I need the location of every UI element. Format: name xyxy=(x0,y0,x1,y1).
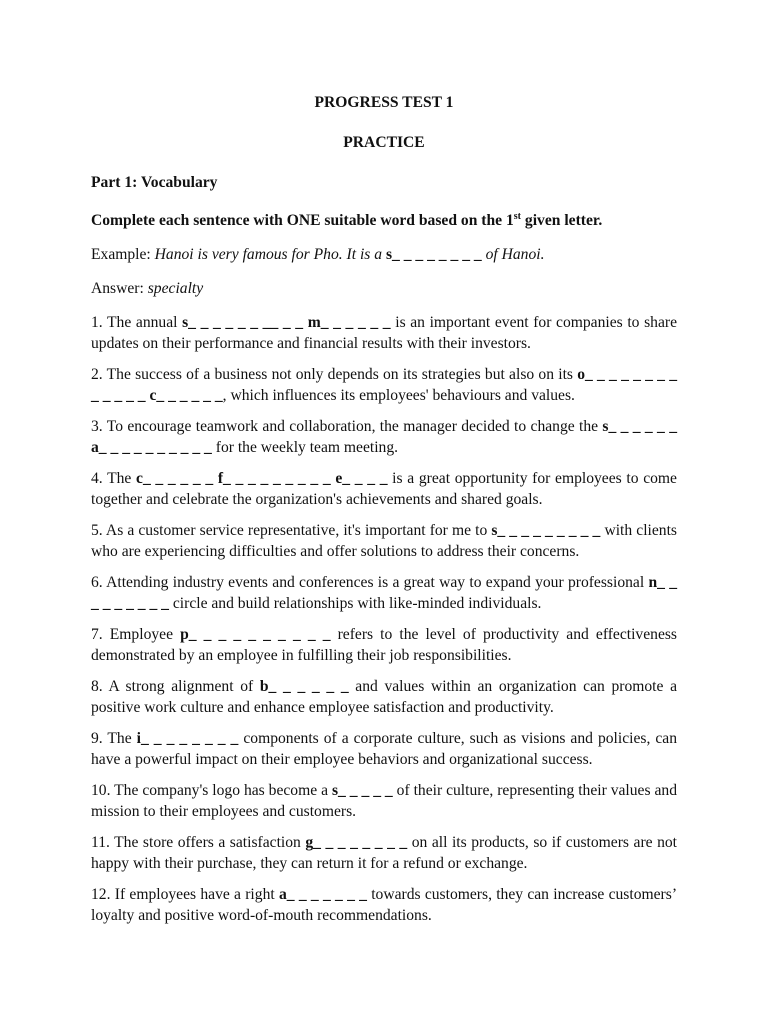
question-text: 5. As a customer service representative, it's important for me to xyxy=(91,522,492,539)
question-text-end: with clients who are experiencing difficulties and offer solutions to address their concerns. xyxy=(91,522,677,560)
example-blank: s_ _ _ _ _ _ _ _ xyxy=(385,246,482,263)
test-title: PROGRESS TEST 1 xyxy=(314,94,454,111)
question-blank: i_ _ _ _ _ _ _ _ xyxy=(136,730,239,747)
question-blank: g_ _ _ _ _ _ _ _ xyxy=(305,834,408,851)
question-text-end: circle and build relationships with like-minded individuals. xyxy=(168,594,542,612)
question-text: 12. If employees have a right xyxy=(91,886,279,903)
answer-label: Answer: xyxy=(91,280,148,297)
example-line xyxy=(91,245,545,265)
question-blank: s_ _ _ _ _ _ _ _ _ xyxy=(491,522,601,539)
question-item xyxy=(91,625,677,666)
instruction xyxy=(91,211,602,231)
question-text: 7. Employee xyxy=(91,626,181,643)
question-list xyxy=(91,313,681,937)
question-blank: a_ _ _ _ _ _ _ xyxy=(278,886,367,903)
instruction-text-end: given letter. xyxy=(521,212,603,229)
test-subtitle: PRACTICE xyxy=(343,134,425,151)
question-text-end: for the weekly team meeting. xyxy=(211,438,399,456)
question-item xyxy=(91,729,677,770)
example-text-end: of Hanoi. xyxy=(481,246,545,263)
question-text-end: towards customers, they can increase customers’ loyalty and positive word-of-mouth recommendations. xyxy=(91,886,678,924)
part-heading: Part 1: Vocabulary xyxy=(91,174,218,191)
question-item xyxy=(91,417,681,458)
question-item xyxy=(91,833,677,874)
question-text: 11. The store offers a satisfaction xyxy=(91,834,306,851)
question-item xyxy=(91,885,677,926)
question-text: 4. The xyxy=(91,470,137,487)
question-text-end: is an important event for companies to share updates on their performance and financial results with their investors. xyxy=(91,314,677,352)
question-text-end: refers to the level of productivity and effectiveness demonstrated by an employee in fulfilling their job responsibilities. xyxy=(91,626,678,664)
answer-value: specialty xyxy=(147,280,204,297)
question-text-end: components of a corporate culture, such as visions and policies, can have a powerful impact on their employee behaviors and organizational success. xyxy=(91,730,677,768)
question-text-end: of their culture, representing their values and mission to their employees and customers. xyxy=(91,782,677,820)
question-text-end: is a great opportunity for employees to come together and celebrate the organization's achievements and shared goals. xyxy=(91,470,677,508)
question-item xyxy=(91,469,677,510)
question-text-end: and values within an organization can promote a positive work culture and enhance employee satisfaction and productivity. xyxy=(91,678,678,716)
question-text: 6. Attending industry events and conferences is a great way to expand your professional xyxy=(91,574,649,591)
question-blank: c_ _ _ _ _ _ f_ _ _ _ _ _ _ _ _ e_ _ _ _ xyxy=(136,470,388,487)
question-item xyxy=(91,521,677,562)
question-item xyxy=(91,781,677,822)
question-item xyxy=(91,677,677,718)
question-text: 9. The xyxy=(91,730,137,747)
question-item xyxy=(91,365,681,406)
example-label: Example: xyxy=(91,246,155,263)
question-blank: s_ _ _ _ _ _ a_ _ _ _ _ _ _ _ _ _ xyxy=(91,418,681,456)
question-text-end: on all its products, so if customers are not happy with their purchase, they can return it for a refund or exchange. xyxy=(91,834,678,872)
example-text: Hanoi is very famous for Pho. It is a xyxy=(154,246,386,263)
instruction-superscript: st xyxy=(513,211,521,222)
question-blank: n_ _ _ _ _ _ _ _ _ xyxy=(91,574,681,612)
question-text: 10. The company's logo has become a xyxy=(91,782,332,799)
question-blank: s_ _ _ _ _ xyxy=(331,782,393,799)
instruction-text: Complete each sentence with ONE suitable word based on the 1 xyxy=(91,212,514,229)
question-blank: s_ _ _ _ _ _ __ _ _ m_ _ _ _ _ _ xyxy=(182,314,391,331)
answer-line xyxy=(91,279,203,299)
question-text: 1. The annual xyxy=(91,314,183,331)
question-blank: o_ _ _ _ _ _ _ _ _ _ _ _ _ c_ _ _ _ _ _ xyxy=(91,366,681,404)
question-blank: p_ _ _ _ _ _ _ _ _ _ xyxy=(180,626,331,643)
question-text: 2. The success of a business not only depends on its strategies but also on its xyxy=(91,366,578,383)
question-item xyxy=(91,313,677,354)
question-blank: b_ _ _ _ _ _ xyxy=(259,678,349,695)
question-text-end: , which influences its employees' behaviours and values. xyxy=(222,386,575,404)
question-text: 3. To encourage teamwork and collaboration, the manager decided to change the xyxy=(91,418,603,435)
question-text: 8. A strong alignment of xyxy=(91,678,260,695)
question-item xyxy=(91,573,681,614)
